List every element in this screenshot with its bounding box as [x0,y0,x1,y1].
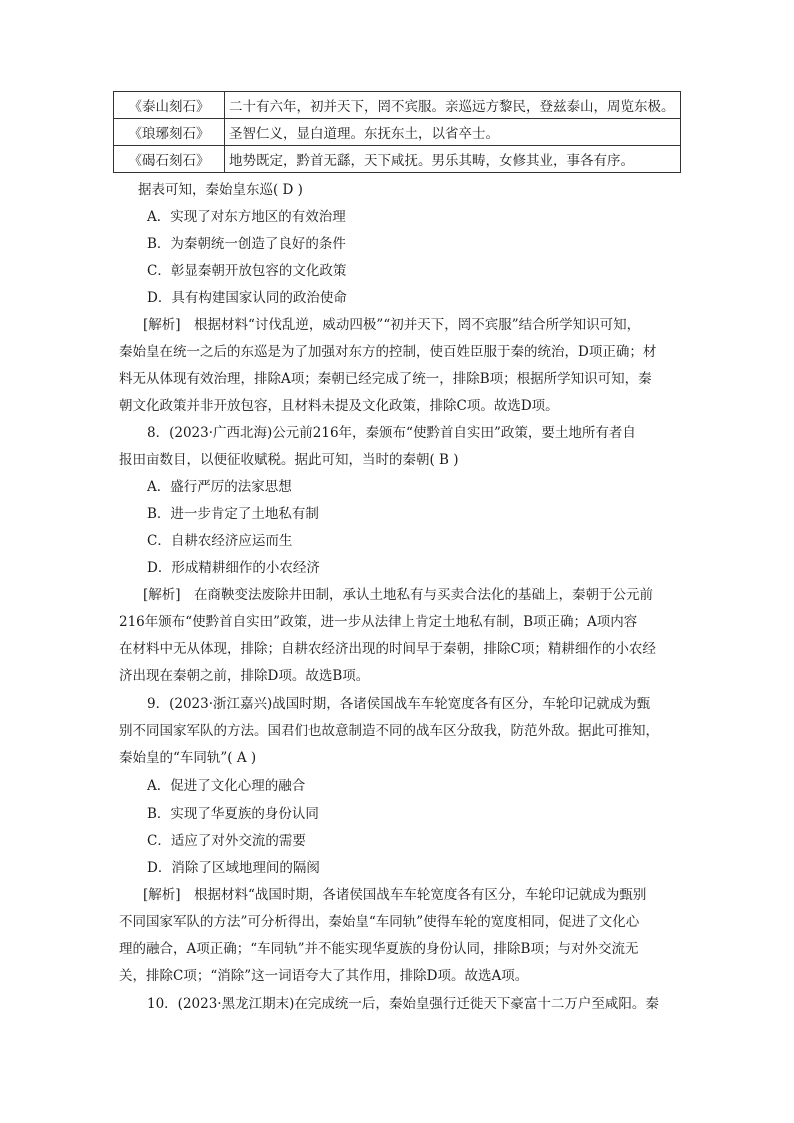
analysis-line: 料无从体现有效治理，排除A项；秦朝已经完成了统一，排除B项；根据所学知识可知，秦 [119,371,652,387]
option-c: C．彰显秦朝开放包容的文化政策 [147,263,347,279]
analysis-line: 朝文化政策并非开放包容，且材料未提及文化政策，排除C项。故选D项。 [119,398,559,414]
analysis-line: 不同国家军队的方法”可分析得出，秦始皇“车同轨”使得车轮的宽度相同，促进了文化心 [119,914,640,930]
analysis-line: [解析] 根据材料“战国时期，各诸侯国战车车轮宽度各有区分，车轮印记就成为甄别 [143,887,647,903]
option-a: A．盛行严厉的法家思想 [147,479,292,495]
table-cell-text: 圣智仁义，显白道理。东抚东土，以省卒士。 [225,119,681,146]
table-row [114,146,681,173]
option-c: C．适应了对外交流的需要 [147,833,306,849]
analysis-line: 济出现在秦朝之前，排除D项。故选B项。 [119,668,370,684]
analysis-line: 秦始皇在统一之后的东巡是为了加强对东方的控制，使百姓臣服于秦的统治，D项正确；材 [119,344,657,360]
analysis-line: 在材料中无从体现，排除；自耕农经济出现的时间早于秦朝，排除C项；精耕细作的小农经 [119,641,656,657]
question-stem: 10．(2023·黑龙江期末)在完成统一后，秦始皇强行迁徙天下豪富十二万户至咸阳。秦 [147,996,659,1012]
question-stem: 别不同国家军队的方法。国君们也故意制造不同的战车区分敌我，防范外敌。据此可推知， [119,723,659,739]
table-row [114,119,681,146]
option-a: A．实现了对东方地区的有效治理 [147,209,346,225]
table-cell-name: 《碣石刻石》 [114,146,225,173]
table-cell-text: 地势既定，黔首无繇，天下咸抚。男乐其畴，女修其业，事各有序。 [225,146,681,173]
question-stem: 据表可知，秦始皇东巡( D ) [138,182,303,198]
table-row [114,92,681,119]
question-stem: 报田亩数目，以便征收赋税。据此可知，当时的秦朝( B ) [119,452,459,468]
option-d: D．形成精耕细作的小农经济 [147,560,320,576]
table-cell-name: 《琅琊刻石》 [114,119,225,146]
analysis-line: 216年颁布“使黔首自实田”政策，进一步从法律上肯定土地私有制，B项正确；A项内容 [119,614,638,630]
question-stem: 8．(2023·广西北海)公元前216年，秦颁布“使黔首自实田”政策，要土地所有者自 [147,425,636,441]
option-a: A．促进了文化心理的融合 [147,778,306,794]
inscriptions-table [113,91,681,173]
analysis-line: [解析] 根据材料“讨伐乱逆，威动四极”“初并天下，罔不宾服”结合所学知识可知， [143,317,641,333]
table-cell-text: 二十有六年，初并天下，罔不宾服。亲巡远方黎民，登兹泰山，周览东极。 [225,92,681,119]
option-d: D．具有构建国家认同的政治使命 [147,290,347,306]
analysis-line: [解析] 在商鞅变法废除井田制，承认土地私有与买卖合法化的基础上，秦朝于公元前 [143,587,654,603]
analysis-line: 关，排除C项；“消除”这一词语夸大了其作用，排除D项。故选A项。 [119,968,529,984]
question-stem: 9．(2023·浙江嘉兴)战国时期，各诸侯国战车车轮宽度各有区分，车轮印记就成为甄 [147,696,651,712]
question-stem: 秦始皇的“车同轨”( A ) [119,750,257,766]
option-b: B．进一步肯定了土地私有制 [147,506,319,522]
option-b: B．为秦朝统一创造了良好的条件 [147,236,346,252]
table-cell-name: 《泰山刻石》 [114,92,225,119]
option-c: C．自耕农经济应运而生 [147,533,293,549]
option-d: D．消除了区域地理间的隔阂 [147,860,320,876]
analysis-line: 理的融合，A项正确；“车同轨”并不能实现华夏族的身份认同，排除B项；与对外交流无 [119,941,639,957]
option-b: B．实现了华夏族的身份认同 [147,806,319,822]
